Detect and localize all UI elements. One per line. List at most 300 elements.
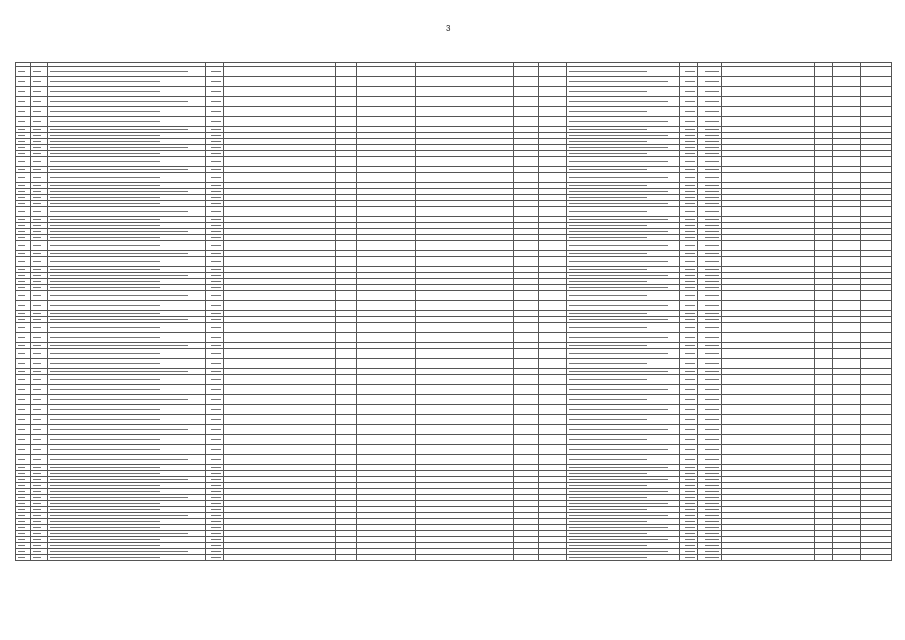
table-cell <box>48 375 206 385</box>
illegible-text <box>211 305 221 306</box>
table-cell <box>16 107 31 117</box>
illegible-text <box>18 491 25 492</box>
table-cell <box>416 415 514 425</box>
table-cell <box>416 97 514 107</box>
table-cell <box>31 435 48 445</box>
illegible-text <box>705 337 719 338</box>
table-cell <box>815 405 833 415</box>
table-cell <box>357 359 416 369</box>
table-cell <box>567 301 680 311</box>
table-cell <box>698 77 722 87</box>
table-cell <box>48 405 206 415</box>
illegible-text <box>685 479 695 480</box>
table-cell <box>31 257 48 267</box>
table-row <box>16 291 892 301</box>
illegible-text <box>705 467 719 468</box>
table-cell <box>722 435 815 445</box>
table-cell <box>206 291 224 301</box>
table-cell <box>815 425 833 435</box>
illegible-text <box>705 509 719 510</box>
illegible-text <box>569 91 647 92</box>
illegible-text <box>705 459 719 460</box>
illegible-text <box>18 497 25 498</box>
table-cell <box>224 107 336 117</box>
illegible-text <box>50 467 160 468</box>
table-cell <box>539 67 567 77</box>
table-cell <box>514 67 539 77</box>
table-cell <box>539 375 567 385</box>
illegible-text <box>18 313 25 314</box>
illegible-text <box>18 153 25 154</box>
illegible-text <box>211 135 221 136</box>
illegible-text <box>50 491 160 492</box>
illegible-text <box>685 101 695 102</box>
illegible-text <box>18 305 25 306</box>
illegible-text <box>705 161 719 162</box>
illegible-text <box>50 419 160 420</box>
illegible-text <box>50 557 160 558</box>
table-cell <box>224 395 336 405</box>
illegible-text <box>18 429 25 430</box>
table-cell <box>336 375 357 385</box>
illegible-text <box>18 459 25 460</box>
illegible-text <box>705 111 719 112</box>
illegible-text <box>705 557 719 558</box>
table-cell <box>206 395 224 405</box>
table-row <box>16 349 892 359</box>
table-cell <box>833 375 861 385</box>
table-cell <box>698 435 722 445</box>
table-cell <box>514 435 539 445</box>
illegible-text <box>685 111 695 112</box>
table-cell <box>815 241 833 251</box>
illegible-text <box>33 245 41 246</box>
illegible-text <box>50 269 160 270</box>
table-cell <box>16 301 31 311</box>
table-cell <box>833 555 861 561</box>
table-cell <box>567 207 680 217</box>
table-cell <box>861 415 892 425</box>
table-cell <box>336 385 357 395</box>
table-cell <box>224 323 336 333</box>
illegible-text <box>18 353 25 354</box>
table-cell <box>48 349 206 359</box>
table-cell <box>698 385 722 395</box>
illegible-text <box>33 497 41 498</box>
table-cell <box>539 207 567 217</box>
table-cell <box>815 323 833 333</box>
table-cell <box>815 107 833 117</box>
table-cell <box>416 241 514 251</box>
illegible-text <box>705 71 719 72</box>
illegible-text <box>705 135 719 136</box>
table-cell <box>224 405 336 415</box>
illegible-text <box>211 121 221 122</box>
illegible-text <box>685 467 695 468</box>
illegible-text <box>705 491 719 492</box>
illegible-text <box>50 121 160 122</box>
illegible-text <box>211 319 221 320</box>
table-cell <box>357 425 416 435</box>
table-cell <box>224 157 336 167</box>
illegible-text <box>685 497 695 498</box>
illegible-text <box>569 281 647 282</box>
illegible-text <box>33 185 41 186</box>
table-cell <box>48 323 206 333</box>
table-cell <box>16 555 31 561</box>
table-cell <box>722 445 815 455</box>
table-cell <box>416 107 514 117</box>
illegible-text <box>569 101 668 102</box>
illegible-text <box>33 363 41 364</box>
table-cell <box>680 77 698 87</box>
illegible-text <box>18 449 25 450</box>
illegible-text <box>569 129 647 130</box>
illegible-text <box>33 135 41 136</box>
illegible-text <box>211 269 221 270</box>
table-cell <box>357 77 416 87</box>
table-cell <box>336 97 357 107</box>
table-cell <box>16 323 31 333</box>
table-cell <box>815 375 833 385</box>
table-cell <box>224 415 336 425</box>
illegible-text <box>50 509 160 510</box>
table-cell <box>539 301 567 311</box>
table-cell <box>48 117 206 127</box>
table-cell <box>224 375 336 385</box>
illegible-text <box>33 353 41 354</box>
table-cell <box>16 455 31 465</box>
table-cell <box>16 257 31 267</box>
illegible-text <box>569 467 668 468</box>
table-cell <box>357 415 416 425</box>
table-cell <box>861 359 892 369</box>
table-cell <box>722 395 815 405</box>
illegible-text <box>18 71 25 72</box>
table-cell <box>31 385 48 395</box>
table-cell <box>861 257 892 267</box>
table-cell <box>567 425 680 435</box>
illegible-text <box>569 459 647 460</box>
illegible-text <box>211 429 221 430</box>
table-cell <box>31 323 48 333</box>
table-cell <box>514 375 539 385</box>
illegible-text <box>50 521 160 522</box>
table-cell <box>514 415 539 425</box>
illegible-text <box>211 141 221 142</box>
table-cell <box>16 425 31 435</box>
illegible-text <box>18 467 25 468</box>
table-cell <box>539 333 567 343</box>
illegible-text <box>18 503 25 504</box>
illegible-text <box>33 449 41 450</box>
table-cell <box>514 385 539 395</box>
illegible-text <box>18 81 25 82</box>
table-cell <box>16 67 31 77</box>
illegible-text <box>50 253 188 254</box>
table-cell <box>539 107 567 117</box>
illegible-text <box>569 71 647 72</box>
table-cell <box>514 405 539 415</box>
table-cell <box>567 395 680 405</box>
illegible-text <box>18 161 25 162</box>
illegible-text <box>50 225 160 226</box>
table-cell <box>336 323 357 333</box>
table-cell <box>680 107 698 117</box>
table-cell <box>567 157 680 167</box>
table-cell <box>539 173 567 183</box>
illegible-text <box>33 141 41 142</box>
illegible-text <box>569 327 647 328</box>
table-cell <box>833 425 861 435</box>
table-cell <box>416 323 514 333</box>
illegible-text <box>705 353 719 354</box>
table-cell <box>680 257 698 267</box>
table-cell <box>680 207 698 217</box>
table-cell <box>336 77 357 87</box>
illegible-text <box>569 169 647 170</box>
table-cell <box>567 375 680 385</box>
illegible-text <box>685 219 695 220</box>
illegible-text <box>33 191 41 192</box>
table-cell <box>833 333 861 343</box>
illegible-text <box>50 287 160 288</box>
table-cell <box>206 107 224 117</box>
table-cell <box>861 107 892 117</box>
illegible-text <box>211 281 221 282</box>
table-cell <box>698 375 722 385</box>
illegible-text <box>50 295 188 296</box>
table-cell <box>861 157 892 167</box>
table-cell <box>357 395 416 405</box>
illegible-text <box>18 141 25 142</box>
illegible-text <box>685 485 695 486</box>
table-cell <box>833 359 861 369</box>
table-cell <box>514 207 539 217</box>
table-cell <box>698 395 722 405</box>
table-cell <box>416 425 514 435</box>
table-cell <box>680 241 698 251</box>
table-cell <box>206 67 224 77</box>
table-cell <box>336 301 357 311</box>
illegible-text <box>211 551 221 552</box>
illegible-text <box>685 545 695 546</box>
table-cell <box>224 349 336 359</box>
illegible-text <box>18 129 25 130</box>
illegible-text <box>705 345 719 346</box>
table-cell <box>861 555 892 561</box>
table-cell <box>48 359 206 369</box>
illegible-text <box>18 557 25 558</box>
table-cell <box>567 405 680 415</box>
table-cell <box>31 241 48 251</box>
table-cell <box>514 323 539 333</box>
illegible-text <box>705 231 719 232</box>
table-row <box>16 87 892 97</box>
table-cell <box>16 435 31 445</box>
illegible-text <box>211 503 221 504</box>
illegible-text <box>211 345 221 346</box>
illegible-text <box>569 219 668 220</box>
illegible-text <box>569 305 668 306</box>
illegible-text <box>50 399 188 400</box>
illegible-text <box>50 449 160 450</box>
illegible-text <box>211 449 221 450</box>
table-cell <box>31 67 48 77</box>
illegible-text <box>685 161 695 162</box>
illegible-text <box>685 275 695 276</box>
illegible-text <box>33 319 41 320</box>
illegible-text <box>50 129 188 130</box>
illegible-text <box>685 281 695 282</box>
illegible-text <box>211 245 221 246</box>
illegible-text <box>569 527 668 528</box>
table-cell <box>698 157 722 167</box>
illegible-text <box>18 439 25 440</box>
illegible-text <box>33 231 41 232</box>
table-cell <box>698 87 722 97</box>
table-cell <box>680 67 698 77</box>
table-cell <box>722 455 815 465</box>
illegible-text <box>50 147 188 148</box>
table-row <box>16 117 892 127</box>
table-cell <box>680 435 698 445</box>
illegible-text <box>33 491 41 492</box>
illegible-text <box>50 261 160 262</box>
table-cell <box>336 207 357 217</box>
illegible-text <box>50 231 188 232</box>
table-cell <box>680 173 698 183</box>
illegible-text <box>705 287 719 288</box>
table-cell <box>336 425 357 435</box>
illegible-text <box>685 287 695 288</box>
illegible-text <box>50 91 160 92</box>
illegible-text <box>33 91 41 92</box>
illegible-text <box>705 169 719 170</box>
illegible-text <box>685 363 695 364</box>
page-number: 3 <box>446 24 451 33</box>
table-cell <box>336 257 357 267</box>
illegible-text <box>211 439 221 440</box>
table-cell <box>722 241 815 251</box>
table-cell <box>48 291 206 301</box>
table-cell <box>224 359 336 369</box>
illegible-text <box>50 135 160 136</box>
table-cell <box>680 455 698 465</box>
illegible-text <box>685 379 695 380</box>
illegible-text <box>685 121 695 122</box>
table-cell <box>224 77 336 87</box>
table-cell <box>48 173 206 183</box>
table-cell <box>815 173 833 183</box>
illegible-text <box>211 509 221 510</box>
table-cell <box>357 349 416 359</box>
illegible-text <box>705 551 719 552</box>
illegible-text <box>569 485 647 486</box>
table-row <box>16 77 892 87</box>
illegible-text <box>569 231 668 232</box>
table-cell <box>416 173 514 183</box>
illegible-text <box>211 557 221 558</box>
table-cell <box>357 157 416 167</box>
table-cell <box>680 97 698 107</box>
illegible-text <box>569 551 668 552</box>
table-cell <box>567 455 680 465</box>
table-cell <box>567 241 680 251</box>
table-cell <box>31 445 48 455</box>
illegible-text <box>211 497 221 498</box>
illegible-text <box>18 219 25 220</box>
illegible-text <box>685 527 695 528</box>
table-row <box>16 435 892 445</box>
illegible-text <box>705 121 719 122</box>
illegible-text <box>685 147 695 148</box>
illegible-text <box>18 245 25 246</box>
table-cell <box>16 241 31 251</box>
illegible-text <box>211 211 221 212</box>
illegible-text <box>211 91 221 92</box>
table-cell <box>357 107 416 117</box>
table-cell <box>815 157 833 167</box>
illegible-text <box>705 327 719 328</box>
table-cell <box>722 257 815 267</box>
illegible-text <box>685 533 695 534</box>
table-cell <box>357 455 416 465</box>
illegible-text <box>569 191 668 192</box>
table-cell <box>357 117 416 127</box>
table-cell <box>48 455 206 465</box>
table-cell <box>722 173 815 183</box>
table-cell <box>539 405 567 415</box>
table-row <box>16 425 892 435</box>
table-cell <box>539 395 567 405</box>
illegible-text <box>569 203 668 204</box>
table-cell <box>539 445 567 455</box>
table-cell <box>680 349 698 359</box>
table-cell <box>224 257 336 267</box>
illegible-text <box>50 185 160 186</box>
illegible-text <box>211 479 221 480</box>
table-cell <box>815 87 833 97</box>
table-row <box>16 67 892 77</box>
illegible-text <box>569 497 647 498</box>
illegible-text <box>705 237 719 238</box>
table-cell <box>31 375 48 385</box>
table-cell <box>416 555 514 561</box>
illegible-text <box>18 231 25 232</box>
table-row <box>16 359 892 369</box>
table-cell <box>31 415 48 425</box>
table-cell <box>48 425 206 435</box>
illegible-text <box>211 327 221 328</box>
illegible-text <box>18 121 25 122</box>
illegible-text <box>705 313 719 314</box>
illegible-text <box>50 275 188 276</box>
illegible-text <box>33 129 41 130</box>
illegible-text <box>33 211 41 212</box>
illegible-text <box>18 363 25 364</box>
illegible-text <box>569 337 668 338</box>
table-cell <box>680 385 698 395</box>
table-cell <box>206 333 224 343</box>
table-cell <box>861 87 892 97</box>
illegible-text <box>211 389 221 390</box>
illegible-text <box>685 419 695 420</box>
illegible-text <box>705 527 719 528</box>
illegible-text <box>685 491 695 492</box>
table-cell <box>357 241 416 251</box>
illegible-text <box>705 81 719 82</box>
